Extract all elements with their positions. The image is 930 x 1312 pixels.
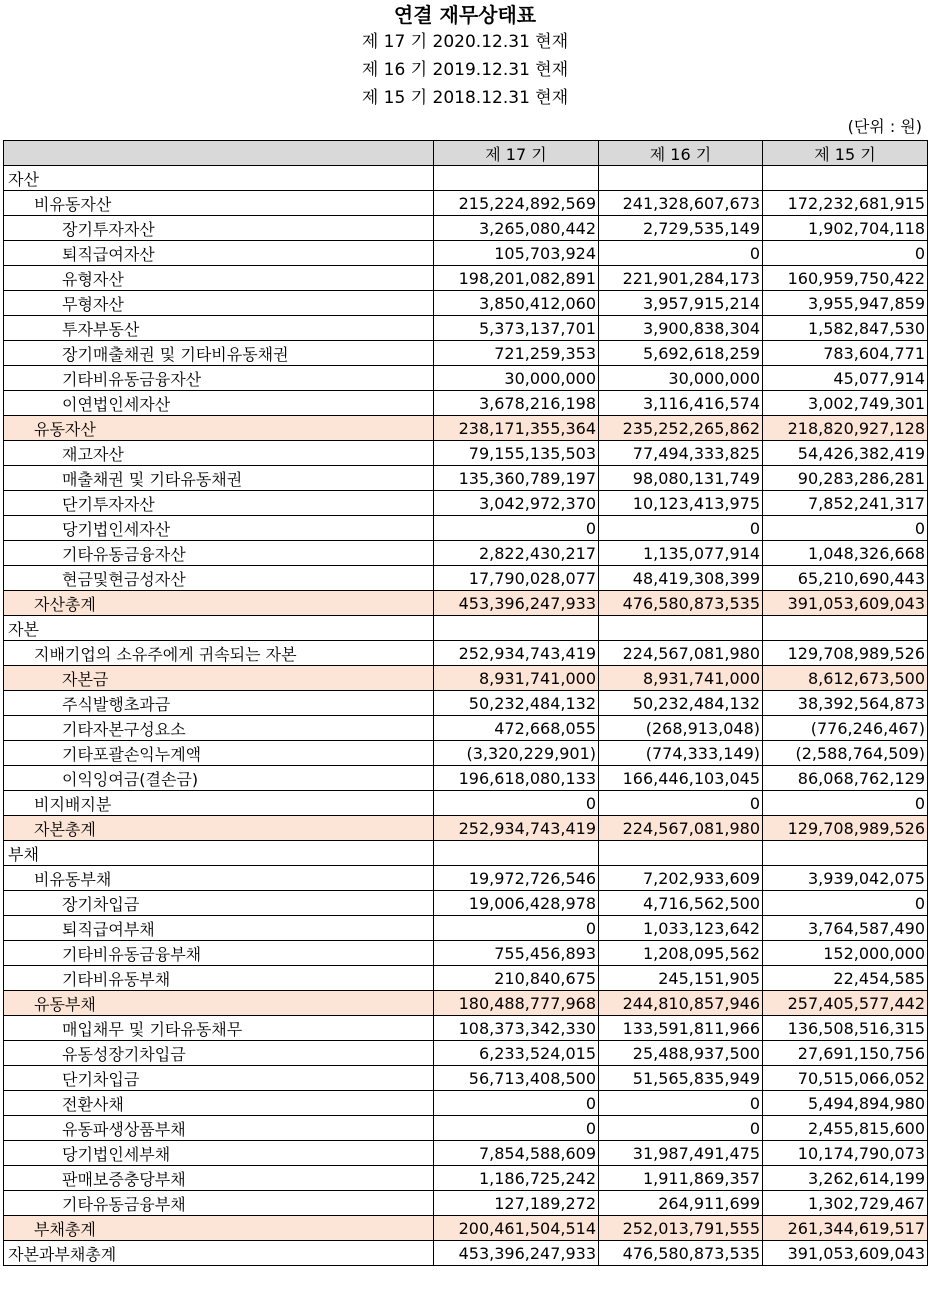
account-label: 주식발행초과금 [4,691,434,716]
table-row [4,691,928,716]
table-row [4,916,928,941]
amount-cell: 0 [434,1091,599,1116]
header-period-17: 제 17 기 [434,141,599,166]
amount-cell: 5,494,894,980 [763,1091,928,1116]
account-label: 비지배지분 [4,791,434,816]
account-label: 매입채무 및 기타유동채무 [4,1016,434,1041]
amount-cell: 244,810,857,946 [599,991,763,1016]
amount-cell: 54,426,382,419 [763,441,928,466]
amount-cell: 3,002,749,301 [763,391,928,416]
table-row [4,216,928,241]
account-label: 부채총계 [4,1216,434,1241]
amount-cell: 4,716,562,500 [599,891,763,916]
amount-cell: 235,252,265,862 [599,416,763,441]
amount-cell: 1,582,847,530 [763,316,928,341]
amount-cell: 30,000,000 [599,366,763,391]
amount-cell: 0 [599,1116,763,1141]
amount-cell: 0 [599,516,763,541]
table-row [4,816,928,841]
amount-cell: 1,911,869,357 [599,1166,763,1191]
table-row [4,491,928,516]
table-row [4,991,928,1016]
amount-cell: 160,959,750,422 [763,266,928,291]
amount-cell: 98,080,131,749 [599,466,763,491]
amount-cell: 129,708,989,526 [763,816,928,841]
account-label: 판매보증충당부채 [4,1166,434,1191]
amount-cell: 3,042,972,370 [434,491,599,516]
amount-cell: 453,396,247,933 [434,591,599,616]
account-label: 자본과부채총계 [4,1241,434,1266]
account-label: 퇴직급여자산 [4,241,434,266]
table-row [4,941,928,966]
table-row [4,1141,928,1166]
amount-cell: 3,955,947,859 [763,291,928,316]
amount-cell: 224,567,081,980 [599,641,763,666]
amount-cell: 172,232,681,915 [763,191,928,216]
amount-cell [434,166,599,191]
amount-cell: 196,618,080,133 [434,766,599,791]
period-line-17: 제 17 기 2020.12.31 현재 [361,32,569,52]
amount-cell: 56,713,408,500 [434,1066,599,1091]
amount-cell: 0 [434,1116,599,1141]
amount-cell: 133,591,811,966 [599,1016,763,1041]
amount-cell: 252,013,791,555 [599,1216,763,1241]
account-label: 무형자산 [4,291,434,316]
amount-cell: 2,729,535,149 [599,216,763,241]
amount-cell: 1,033,123,642 [599,916,763,941]
amount-cell: 1,302,729,467 [763,1191,928,1216]
amount-cell [434,616,599,641]
statement-title: 연결 재무상태표 [393,3,537,27]
account-label: 비유동부채 [4,866,434,891]
account-label: 기타자본구성요소 [4,716,434,741]
amount-cell: 476,580,873,535 [599,1241,763,1266]
amount-cell: 17,790,028,077 [434,566,599,591]
amount-cell: 224,567,081,980 [599,816,763,841]
amount-cell: 215,224,892,569 [434,191,599,216]
amount-cell: (776,246,467) [763,716,928,741]
amount-cell [763,166,928,191]
amount-cell: 6,233,524,015 [434,1041,599,1066]
amount-cell: 0 [434,791,599,816]
amount-cell: 1,186,725,242 [434,1166,599,1191]
account-label: 자본금 [4,666,434,691]
account-label: 당기법인세자산 [4,516,434,541]
account-label: 이익잉여금(결손금) [4,766,434,791]
table-row [4,1016,928,1041]
account-label: 자산 [4,166,434,191]
account-label: 단기차입금 [4,1066,434,1091]
account-label: 기타유동금융자산 [4,541,434,566]
header-period-15: 제 15 기 [763,141,928,166]
amount-cell: 453,396,247,933 [434,1241,599,1266]
amount-cell: 1,048,326,668 [763,541,928,566]
amount-cell: 0 [599,241,763,266]
table-row [4,291,928,316]
amount-cell: 3,900,838,304 [599,316,763,341]
amount-cell: 77,494,333,825 [599,441,763,466]
amount-cell: 241,328,607,673 [599,191,763,216]
amount-cell: 3,116,416,574 [599,391,763,416]
amount-cell: 252,934,743,419 [434,641,599,666]
amount-cell [434,841,599,866]
table-row [4,341,928,366]
account-label: 재고자산 [4,441,434,466]
table-row [4,366,928,391]
amount-cell: 90,283,286,281 [763,466,928,491]
amount-cell: 0 [599,1091,763,1116]
account-label: 유형자산 [4,266,434,291]
amount-cell: 198,201,082,891 [434,266,599,291]
table-row [4,591,928,616]
unit-label: (단위 : 원) [847,117,922,136]
account-label: 비유동자산 [4,191,434,216]
amount-cell: 105,703,924 [434,241,599,266]
amount-cell: 86,068,762,129 [763,766,928,791]
table-row [4,441,928,466]
account-label: 기타포괄손익누계액 [4,741,434,766]
amount-cell: 3,265,080,442 [434,216,599,241]
amount-cell: 1,902,704,118 [763,216,928,241]
amount-cell: 721,259,353 [434,341,599,366]
table-row [4,416,928,441]
amount-cell: 70,515,066,052 [763,1066,928,1091]
table-row [4,1116,928,1141]
amount-cell: 50,232,484,132 [599,691,763,716]
amount-cell: 27,691,150,756 [763,1041,928,1066]
account-label: 자본총계 [4,816,434,841]
amount-cell: 5,692,618,259 [599,341,763,366]
table-row [4,191,928,216]
amount-cell: 1,135,077,914 [599,541,763,566]
amount-cell: 31,987,491,475 [599,1141,763,1166]
account-label: 매출채권 및 기타유동채권 [4,466,434,491]
account-label: 당기법인세부채 [4,1141,434,1166]
amount-cell: 0 [763,516,928,541]
account-label: 투자부동산 [4,316,434,341]
amount-cell: 25,488,937,500 [599,1041,763,1066]
account-label: 퇴직급여부채 [4,916,434,941]
account-label: 부채 [4,841,434,866]
amount-cell: 2,455,815,600 [763,1116,928,1141]
amount-cell: 48,419,308,399 [599,566,763,591]
amount-cell [599,841,763,866]
account-label: 유동파생상품부채 [4,1116,434,1141]
amount-cell: 22,454,585 [763,966,928,991]
account-label: 기타비유동금융부채 [4,941,434,966]
amount-cell: 3,850,412,060 [434,291,599,316]
amount-cell: (2,588,764,509) [763,741,928,766]
table-row [4,166,928,191]
account-label: 전환사채 [4,1091,434,1116]
amount-cell [599,166,763,191]
amount-cell: 166,446,103,045 [599,766,763,791]
amount-cell: (3,320,229,901) [434,741,599,766]
table-row [4,241,928,266]
balance-sheet-table [3,140,928,1266]
table-row [4,1091,928,1116]
table-row [4,316,928,341]
amount-cell: 3,939,042,075 [763,866,928,891]
amount-cell: 0 [434,516,599,541]
period-line-16: 제 16 기 2019.12.31 현재 [361,60,569,80]
table-header-row [4,141,928,166]
account-label: 기타유동금융부채 [4,1191,434,1216]
table-row [4,666,928,691]
amount-cell: 252,934,743,419 [434,816,599,841]
amount-cell: 45,077,914 [763,366,928,391]
amount-cell: 65,210,690,443 [763,566,928,591]
account-label: 유동자산 [4,416,434,441]
account-label: 기타비유동금융자산 [4,366,434,391]
amount-cell: 245,151,905 [599,966,763,991]
account-label: 자본 [4,616,434,641]
table-row [4,641,928,666]
account-label: 장기차입금 [4,891,434,916]
amount-cell: 755,456,893 [434,941,599,966]
amount-cell: 391,053,609,043 [763,591,928,616]
account-label: 기타비유동부채 [4,966,434,991]
account-label: 유동부채 [4,991,434,1016]
amount-cell: 108,373,342,330 [434,1016,599,1041]
table-row [4,566,928,591]
amount-cell: 8,931,741,000 [599,666,763,691]
amount-cell: 476,580,873,535 [599,591,763,616]
amount-cell: 218,820,927,128 [763,416,928,441]
amount-cell: 127,189,272 [434,1191,599,1216]
header-account [4,141,434,166]
table-row [4,1041,928,1066]
amount-cell: 38,392,564,873 [763,691,928,716]
amount-cell: 7,854,588,609 [434,1141,599,1166]
table-row [4,1241,928,1266]
table-row [4,866,928,891]
amount-cell [599,616,763,641]
amount-cell: 0 [763,791,928,816]
amount-cell: 264,911,699 [599,1191,763,1216]
amount-cell: 7,202,933,609 [599,866,763,891]
amount-cell: 238,171,355,364 [434,416,599,441]
amount-cell [763,616,928,641]
account-label: 유동성장기차입금 [4,1041,434,1066]
account-label: 이연법인세자산 [4,391,434,416]
amount-cell: 8,612,673,500 [763,666,928,691]
amount-cell: 152,000,000 [763,941,928,966]
account-label: 장기투자자산 [4,216,434,241]
amount-cell: 51,565,835,949 [599,1066,763,1091]
table-row [4,1066,928,1091]
amount-cell: 10,123,413,975 [599,491,763,516]
table-row [4,1166,928,1191]
account-label: 지배기업의 소유주에게 귀속되는 자본 [4,641,434,666]
amount-cell: 257,405,577,442 [763,991,928,1016]
table-row [4,516,928,541]
amount-cell: 1,208,095,562 [599,941,763,966]
amount-cell: 30,000,000 [434,366,599,391]
amount-cell: 391,053,609,043 [763,1241,928,1266]
amount-cell [763,841,928,866]
amount-cell: (774,333,149) [599,741,763,766]
table-row [4,791,928,816]
amount-cell: 129,708,989,526 [763,641,928,666]
table-row [4,841,928,866]
amount-cell: 19,006,428,978 [434,891,599,916]
table-row [4,891,928,916]
table-body [4,166,928,1266]
account-label: 현금및현금성자산 [4,566,434,591]
table-row [4,716,928,741]
account-label: 장기매출채권 및 기타비유동채권 [4,341,434,366]
amount-cell: 261,344,619,517 [763,1216,928,1241]
period-line-15: 제 15 기 2018.12.31 현재 [361,88,569,108]
amount-cell: 221,901,284,173 [599,266,763,291]
amount-cell: 0 [434,916,599,941]
amount-cell: (268,913,048) [599,716,763,741]
amount-cell: 0 [763,241,928,266]
amount-cell: 19,972,726,546 [434,866,599,891]
amount-cell: 210,840,675 [434,966,599,991]
amount-cell: 3,764,587,490 [763,916,928,941]
table-row [4,466,928,491]
table-row [4,741,928,766]
amount-cell: 180,488,777,968 [434,991,599,1016]
amount-cell: 3,262,614,199 [763,1166,928,1191]
table-row [4,1216,928,1241]
amount-cell: 2,822,430,217 [434,541,599,566]
amount-cell: 783,604,771 [763,341,928,366]
account-label: 자산총계 [4,591,434,616]
amount-cell: 472,668,055 [434,716,599,741]
table-row [4,616,928,641]
header-period-16: 제 16 기 [599,141,763,166]
table-row [4,966,928,991]
amount-cell: 0 [763,891,928,916]
amount-cell: 136,508,516,315 [763,1016,928,1041]
amount-cell: 5,373,137,701 [434,316,599,341]
amount-cell: 0 [599,791,763,816]
table-row [4,391,928,416]
account-label: 단기투자자산 [4,491,434,516]
amount-cell: 7,852,241,317 [763,491,928,516]
amount-cell: 79,155,135,503 [434,441,599,466]
amount-cell: 3,678,216,198 [434,391,599,416]
table-row [4,541,928,566]
table-row [4,266,928,291]
amount-cell: 50,232,484,132 [434,691,599,716]
table-row [4,1191,928,1216]
amount-cell: 200,461,504,514 [434,1216,599,1241]
amount-cell: 10,174,790,073 [763,1141,928,1166]
amount-cell: 8,931,741,000 [434,666,599,691]
amount-cell: 135,360,789,197 [434,466,599,491]
table-row [4,766,928,791]
amount-cell: 3,957,915,214 [599,291,763,316]
